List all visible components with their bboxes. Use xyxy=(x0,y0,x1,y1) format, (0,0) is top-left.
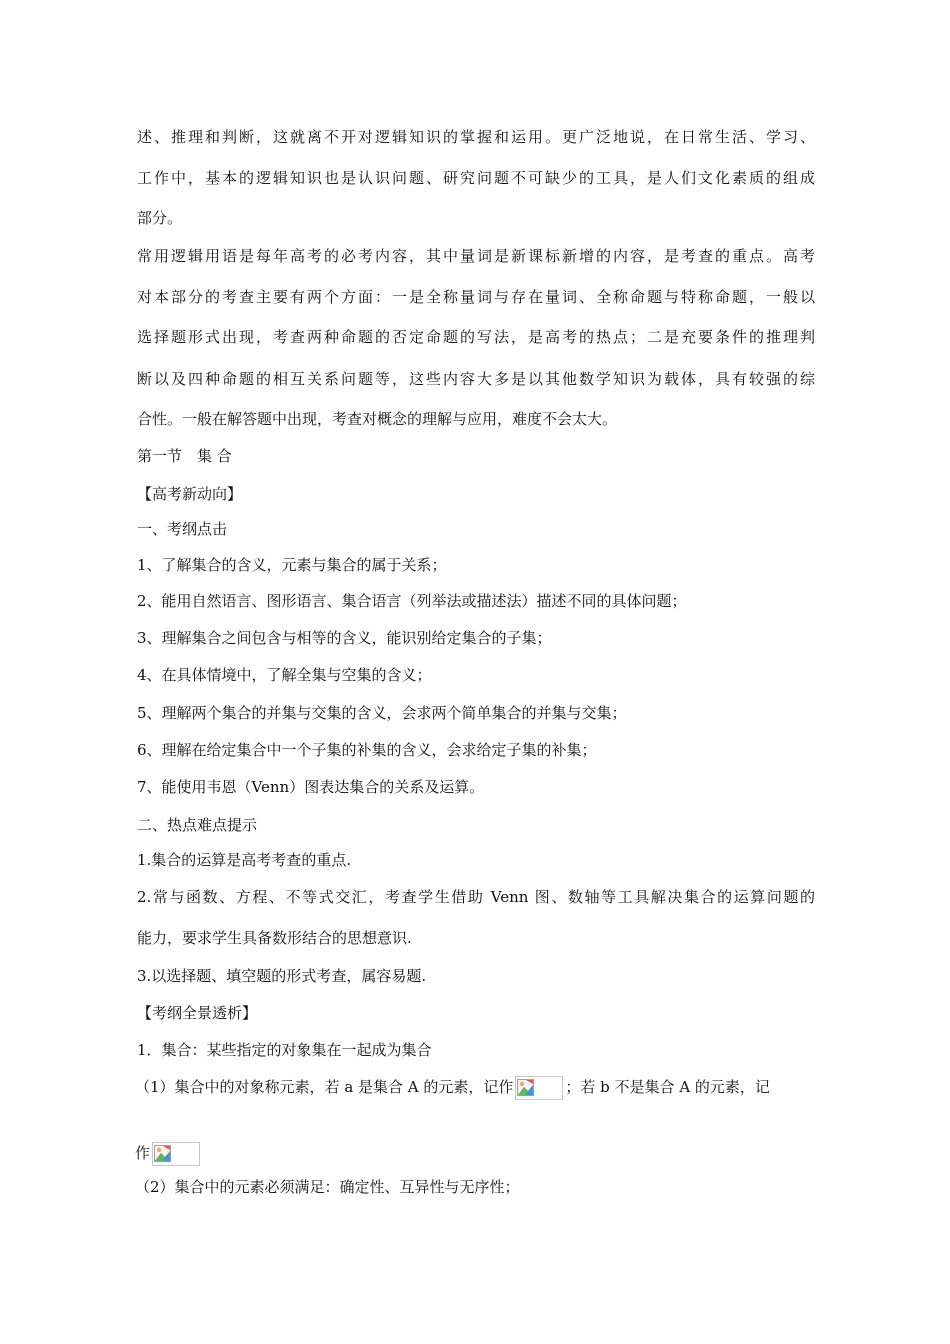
paragraph-line: 合性。一般在解答题中出现，考查对概念的理解与应用，难度不会太大。 xyxy=(137,410,618,428)
paragraph-line: 工作中，基本的逻辑知识也是认识问题、研究问题不可缺少的工具，是人们文化素质的组成 xyxy=(137,169,815,187)
definition-item-1-continuation xyxy=(135,1140,202,1166)
broken-image-icon xyxy=(515,1076,563,1100)
paragraph-line: 部分。 xyxy=(137,209,183,227)
paragraph-line: 述、推理和判断，这就离不开对逻辑知识的掌握和运用。更广泛地说，在日常生活、学习、 xyxy=(137,128,815,146)
definition-line: 1．集合：某些指定的对象集在一起成为集合 xyxy=(137,1041,432,1059)
subsection-heading: 一、考纲点击 xyxy=(137,520,228,538)
list-item: 1.集合的运算是高考考查的重点. xyxy=(137,851,352,869)
subsection-heading: 二、热点难点提示 xyxy=(137,816,258,834)
paragraph-line: 选择题形式出现，考查两种命题的否定命题的写法，是高考的热点；二是充要条件的推理判 xyxy=(137,328,815,346)
paragraph-line: 常用逻辑用语是每年高考的必考内容，其中量词是新课标新增的内容，是考查的重点。高考 xyxy=(137,247,815,265)
list-item: 3.以选择题、填空题的形式考查，属容易题. xyxy=(137,967,427,985)
definition-item-2: （2）集合中的元素必须满足：确定性、互异性与无序性； xyxy=(135,1178,520,1196)
section-heading: 【高考新动向】 xyxy=(137,485,243,503)
list-item: 5、理解两个集合的并集与交集的含义，会求两个简单集合的并集与交集； xyxy=(137,704,627,722)
list-item: 1、了解集合的含义，元素与集合的属于关系； xyxy=(137,556,447,574)
list-item: 7、能使用韦恩（Venn）图表达集合的关系及运算。 xyxy=(137,778,485,796)
list-item: 3、理解集合之间包含与相等的含义，能识别给定集合的子集； xyxy=(137,629,552,647)
list-item-continuation: 能力，要求学生具备数形结合的思想意识. xyxy=(137,929,412,947)
section-heading: 【考纲全景透析】 xyxy=(137,1004,258,1022)
list-item: 2.常与函数、方程、不等式交汇，考查学生借助 Venn 图、数轴等工具解决集合的运算问题的 xyxy=(137,888,815,906)
item-text: 作 xyxy=(135,1144,151,1162)
list-item: 4、在具体情境中，了解全集与空集的含义； xyxy=(137,666,432,684)
paragraph-line: 断以及四种命题的相互关系问题等，这些内容大多是以其他数学知识为载体，具有较强的综 xyxy=(137,370,815,388)
section-title: 第一节 集 合 xyxy=(137,447,232,465)
definition-item-1 xyxy=(135,1073,770,1101)
list-item: 6、理解在给定集合中一个子集的补集的含义，会求给定子集的补集； xyxy=(137,741,597,759)
item-text: ；若 b 不是集合 A 的元素，记 xyxy=(565,1078,770,1096)
broken-image-icon xyxy=(152,1142,200,1166)
item-text: （1）集合中的对象称元素，若 a 是集合 A 的元素，记作 xyxy=(135,1078,514,1096)
paragraph-line: 对本部分的考查主要有两个方面：一是全称量词与存在量词、全称命题与特称命题，一般以 xyxy=(137,288,815,306)
list-item: 2、能用自然语言、图形语言、集合语言（列举法或描述法）描述不同的具体问题； xyxy=(137,592,687,610)
